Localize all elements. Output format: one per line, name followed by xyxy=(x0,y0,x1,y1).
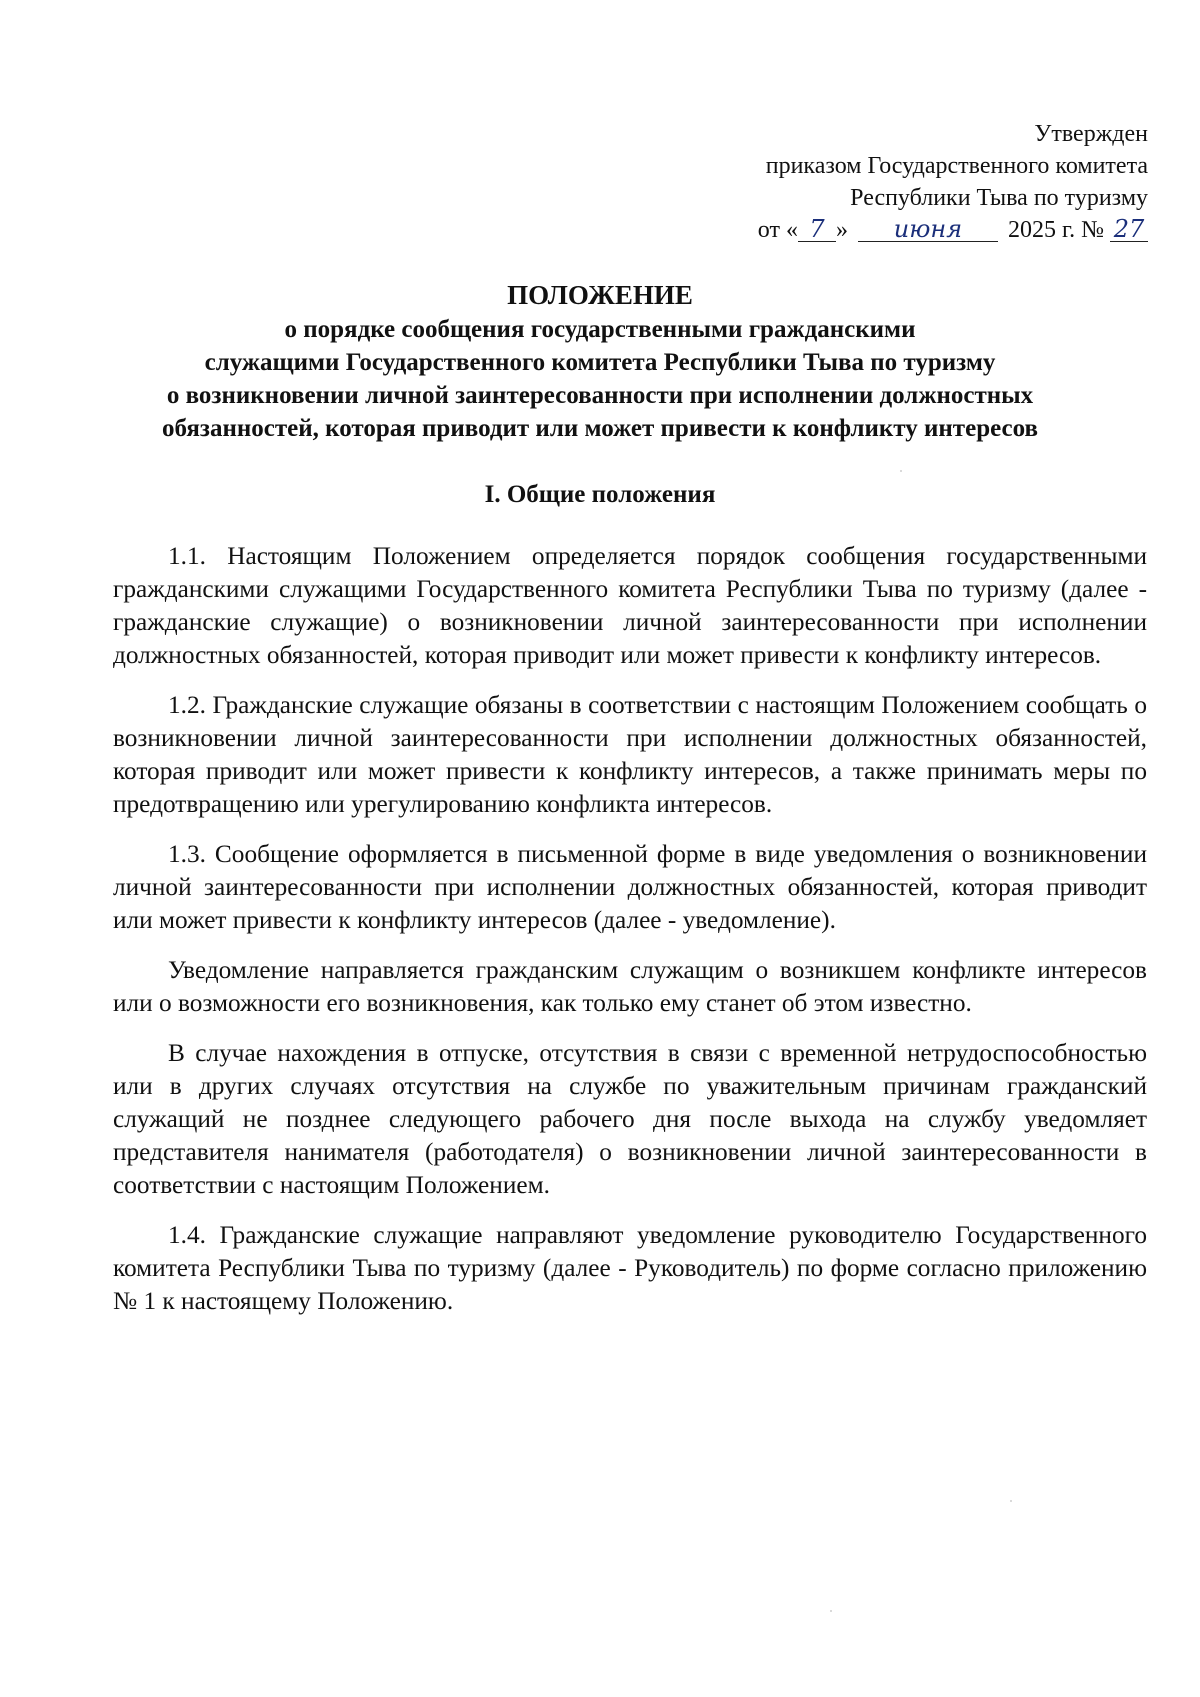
section-heading: I. Общие положения xyxy=(484,481,716,508)
title-line-1: о порядке сообщения государственными гражданскими xyxy=(284,316,916,343)
date-mid: » xyxy=(835,217,848,243)
title-line-3: о возникновении личной заинтересованности при исполнении должностных xyxy=(166,382,1034,409)
paragraph-1-2: 1.2. Гражданские служащие обязаны в соответствии с настоящим Положением сообщать о возникновении личной заинтересованности при исполнении должностных обязанностей, которая приводит или может привести к конфликту интересов, а также принимать меры по предотвращению или урегулированию конфликта интересов. xyxy=(113,691,1147,818)
document-title: ПОЛОЖЕНИЕ xyxy=(507,280,693,310)
document-title-block xyxy=(60,277,1140,445)
handwritten-order-number: 27 xyxy=(1110,217,1148,242)
date-year: 2025 г. № xyxy=(1007,217,1104,243)
handwritten-day: 7 xyxy=(798,217,836,242)
approval-line-1: Утвержден xyxy=(1034,121,1148,147)
paragraph-1-3: 1.3. Сообщение оформляется в письменной форме в виде уведомления о возникновении личной заинтересованности при исполнении должностных обязанностей, которая приводит или может привести к конфликту интересов (далее - уведомление). xyxy=(113,840,1147,934)
paragraph-absence: В случае нахождения в отпуске, отсутствия в связи с временной нетрудоспособностью или в других случаях отсутствия на службе по уважительным причинам гражданский служащий не позднее следующего рабочего дня после выхода на службу уведомляет представителя нанимателя (работодателя) о возникновении личной заинтересованности в соответствии с настоящим Положением. xyxy=(113,1039,1147,1199)
scan-speck xyxy=(830,1610,832,1612)
approval-line-2: приказом Государственного комитета xyxy=(765,153,1148,179)
approval-date-line xyxy=(588,214,1148,246)
scan-speck xyxy=(1010,1500,1012,1502)
title-line-2: служащими Государственного комитета Республики Тыва по туризму xyxy=(204,349,996,376)
paragraph-1-1: 1.1. Настоящим Положением определяется порядок сообщения государственными гражданскими служащими Государственного комитета Республики Тыва по туризму (далее - гражданские служащие) о возникновении личной заинтересованности при исполнении должностных обязанностей, которая приводит или может привести к конфликту интересов. xyxy=(113,542,1147,669)
date-prefix: от « xyxy=(757,217,798,243)
paragraph-1-4: 1.4. Гражданские служащие направляют уведомление руководителю Государственного комитета Республики Тыва по туризму (далее - Руководитель) по форме согласно приложению № 1 к настоящему Положению. xyxy=(113,1221,1147,1315)
handwritten-month: июня xyxy=(858,217,998,242)
document-body xyxy=(113,540,1147,1335)
approval-line-3: Республики Тыва по туризму xyxy=(850,185,1148,211)
approval-block xyxy=(588,118,1148,246)
scan-speck xyxy=(900,470,902,472)
paragraph-notification: Уведомление направляется гражданским служащим о возникшем конфликте интересов или о возможности его возникновения, как только ему станет об этом известно. xyxy=(113,956,1147,1017)
title-line-4: обязанностей, которая приводит или может привести к конфликту интересов xyxy=(162,415,1038,442)
